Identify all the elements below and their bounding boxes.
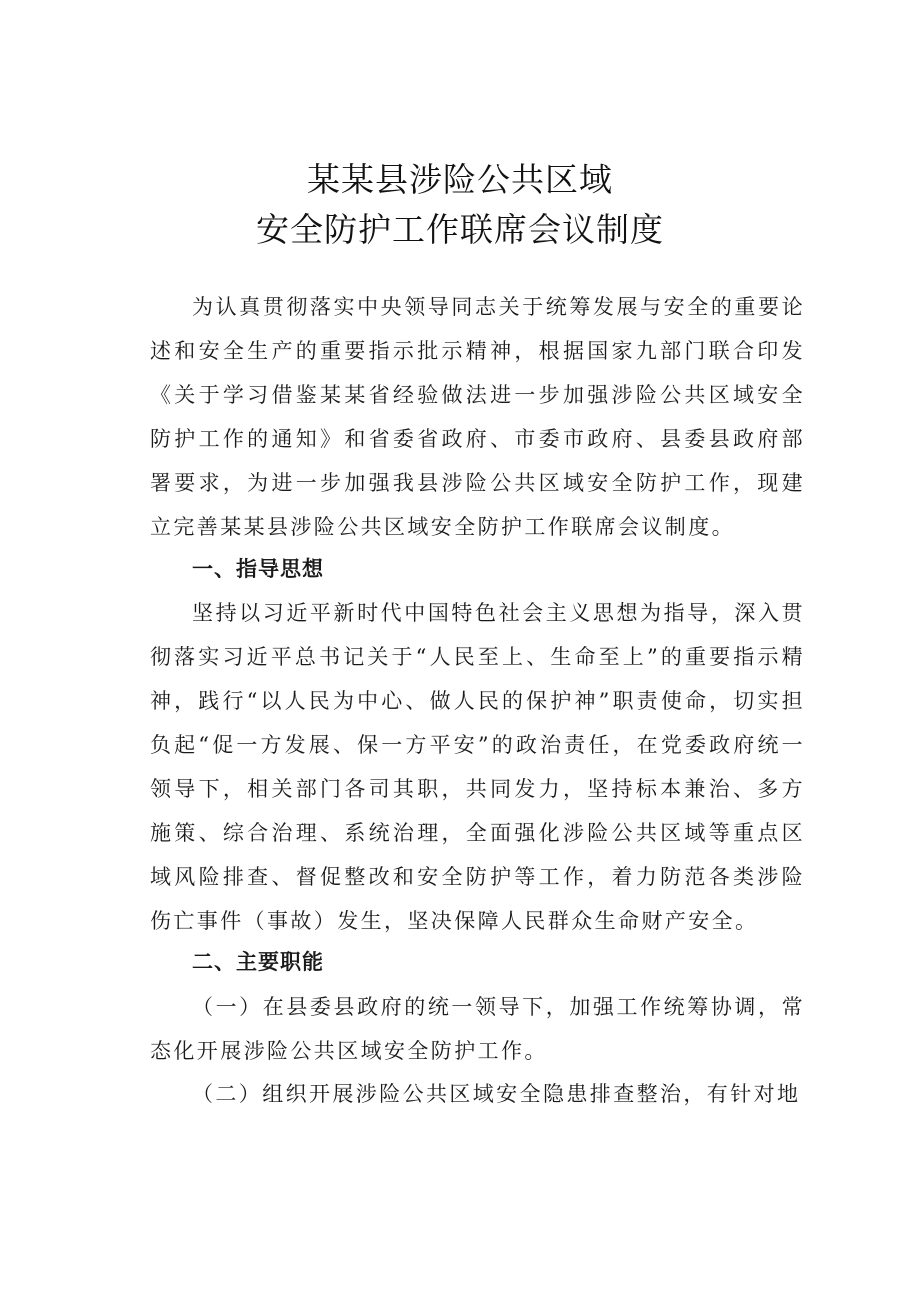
section-2-heading-block xyxy=(150,940,805,984)
section-2-item-2-block xyxy=(150,1072,805,1116)
section-1-paragraph: 坚持以习近平新时代中国特色社会主义思想为指导，深入贯彻落实习近平总书记关于“人民至上、生命至上”的重要指示精神，践行“以人民为中心、做人民的保护神”职责使命，切实担负起“促一方发展、保一方平安”的政治责任，在党委政府统一领导下，相关部门各司其职，共同发力，坚持标本兼治、多方施策、综合治理、系统治理，全面强化涉险公共区域等重点区域风险排查、督促整改和安全防护等工作，着力防范各类涉险伤亡事件（事故）发生，坚决保障人民群众生命财产安全。 xyxy=(150,601,805,933)
intro-paragraph-block xyxy=(150,285,805,549)
section-1-heading-block xyxy=(150,547,805,591)
title-line-2: 安全防护工作联席会议制度 xyxy=(256,210,664,249)
document-title xyxy=(0,155,920,255)
section-2-item-2: （二）组织开展涉险公共区域安全隐患排查整治，有针对地 xyxy=(192,1082,801,1106)
section-2-item-1-block xyxy=(150,985,805,1073)
section-1-paragraph-block xyxy=(150,591,805,943)
title-line-1: 某某县涉险公共区域 xyxy=(307,160,613,199)
section-2-heading: 二、主要职能 xyxy=(192,950,324,974)
section-2-item-1: （一）在县委县政府的统一领导下，加强工作统筹协调，常态化开展涉险公共区域安全防护工作。 xyxy=(150,995,805,1063)
intro-paragraph: 为认真贯彻落实中央领导同志关于统筹发展与安全的重要论述和安全生产的重要指示批示精神，根据国家九部门联合印发《关于学习借鉴某某省经验做法进一步加强涉险公共区域安全防护工作的通知》和省委省政府、市委市政府、县委县政府部署要求，为进一步加强我县涉险公共区域安全防护工作，现建立完善某某县涉险公共区域安全防护工作联席会议制度。 xyxy=(150,295,805,539)
section-1-heading: 一、指导思想 xyxy=(192,557,324,581)
